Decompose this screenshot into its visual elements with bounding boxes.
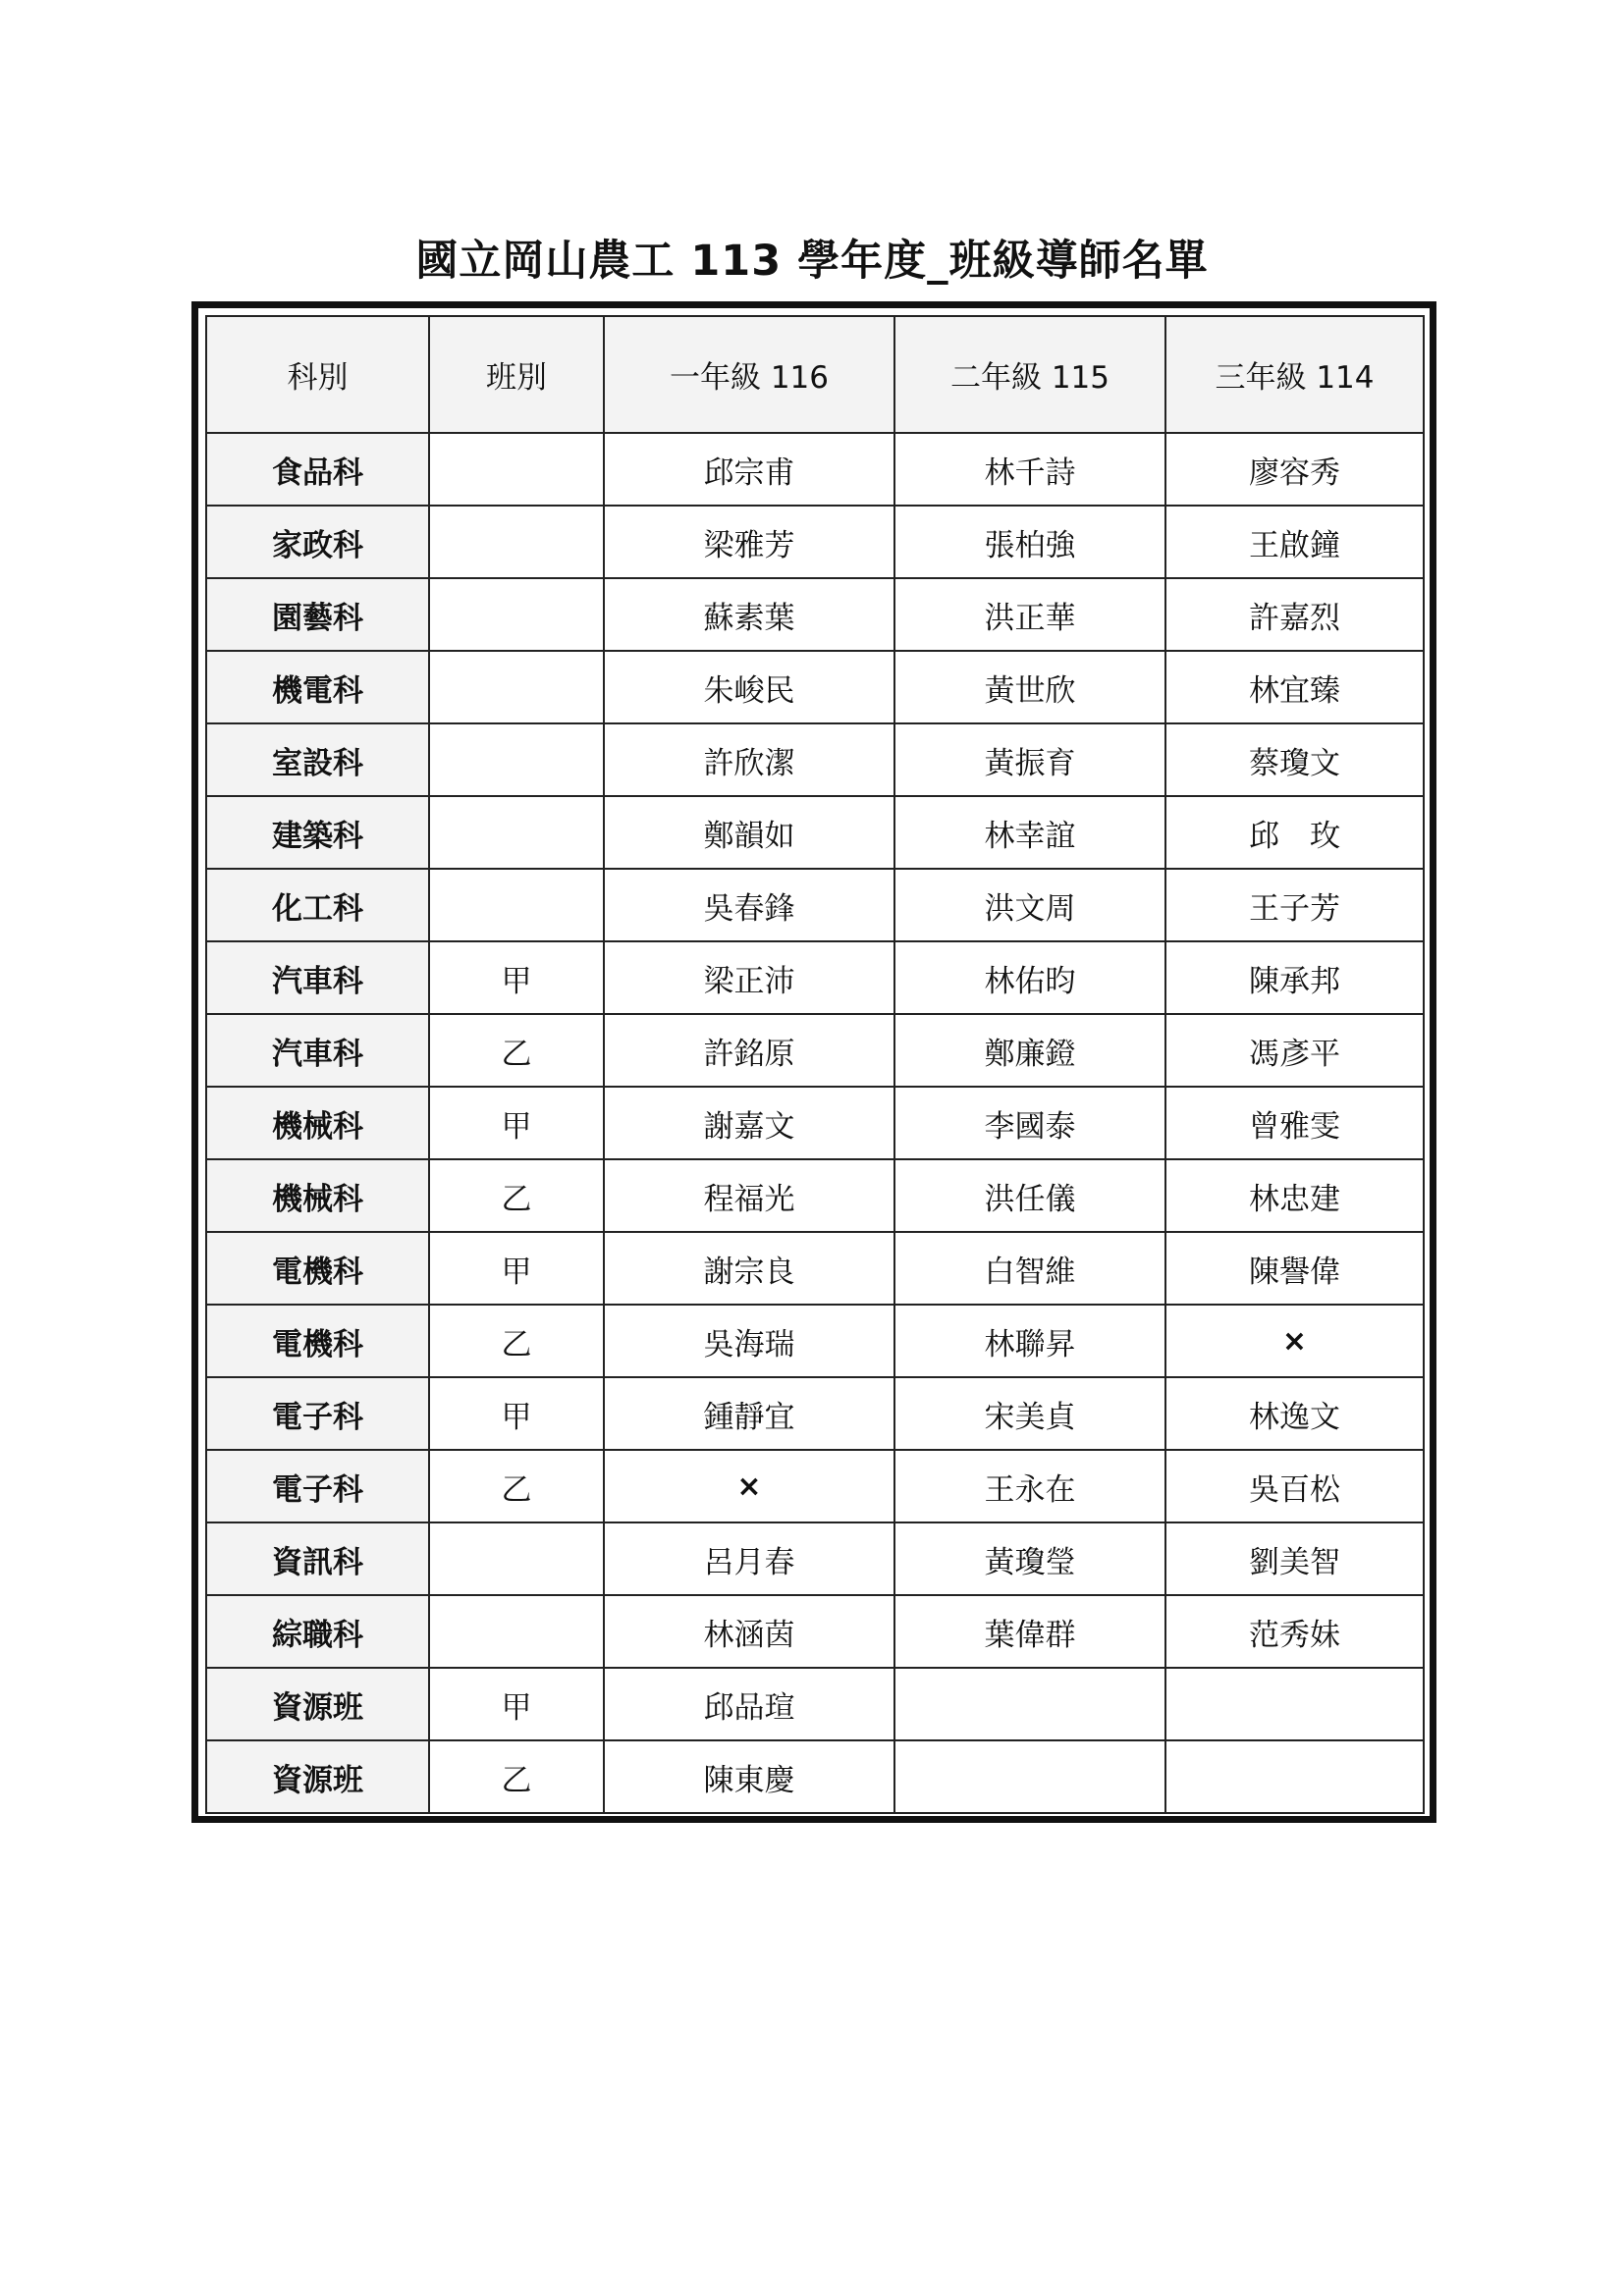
table-row [206,651,1424,723]
department-cell: 電子科 [206,1450,429,1522]
department-cell: 資源班 [206,1740,429,1813]
class-cell [429,1522,604,1595]
class-cell [429,578,604,651]
grade-2-teacher-cell: 洪任儀 [894,1159,1165,1232]
grade-2-teacher-cell: 黃瓊瑩 [894,1522,1165,1595]
class-cell [429,723,604,796]
homeroom-teacher-table [205,315,1425,1814]
grade-3-teacher-cell: 陳承邦 [1165,941,1424,1014]
class-cell [429,796,604,869]
grade-1-teacher-cell: 邱宗甫 [604,433,894,506]
grade-2-teacher-cell [894,1740,1165,1813]
grade-2-teacher-cell: 黃世欣 [894,651,1165,723]
grade-3-teacher-cell [1165,1740,1424,1813]
department-cell: 室設科 [206,723,429,796]
grade-1-teacher-cell: 吳春鋒 [604,869,894,941]
department-cell: 電機科 [206,1305,429,1377]
grade-1-teacher-cell: 許欣潔 [604,723,894,796]
grade-3-teacher-cell: 許嘉烈 [1165,578,1424,651]
class-cell [429,506,604,578]
grade-3-teacher-cell: 廖容秀 [1165,433,1424,506]
table-header-row [206,316,1424,433]
department-cell: 機械科 [206,1159,429,1232]
grade-3-teacher-cell [1165,1668,1424,1740]
grade-1-teacher-cell: 蘇素葉 [604,578,894,651]
table-row [206,1668,1424,1740]
table-row [206,1014,1424,1087]
table-row [206,1232,1424,1305]
table-row [206,1450,1424,1522]
grade-1-teacher-cell: 謝宗良 [604,1232,894,1305]
grade-3-teacher-cell: 林宜臻 [1165,651,1424,723]
department-cell: 園藝科 [206,578,429,651]
department-cell: 汽車科 [206,941,429,1014]
department-cell: 資訊科 [206,1522,429,1595]
grade-2-teacher-cell: 葉偉群 [894,1595,1165,1668]
grade-3-teacher-cell: × [1165,1305,1424,1377]
grade-2-teacher-cell: 宋美貞 [894,1377,1165,1450]
class-cell: 乙 [429,1159,604,1232]
grade-2-teacher-cell: 鄭廉鐙 [894,1014,1165,1087]
grade-1-teacher-cell: 程福光 [604,1159,894,1232]
grade-2-teacher-cell: 林千詩 [894,433,1165,506]
table-row [206,1087,1424,1159]
class-cell: 甲 [429,1232,604,1305]
table-row [206,796,1424,869]
class-cell [429,433,604,506]
table-row [206,1159,1424,1232]
grade-1-teacher-cell: 鍾靜宜 [604,1377,894,1450]
class-cell: 甲 [429,941,604,1014]
class-cell [429,1595,604,1668]
department-cell: 化工科 [206,869,429,941]
grade-2-teacher-cell [894,1668,1165,1740]
grade-1-teacher-cell: 許銘原 [604,1014,894,1087]
table-body [206,433,1424,1813]
header-class: 班別 [429,316,604,433]
grade-3-teacher-cell: 馮彥平 [1165,1014,1424,1087]
grade-1-teacher-cell: 梁雅芳 [604,506,894,578]
grade-1-teacher-cell: 邱品瑄 [604,1668,894,1740]
department-cell: 綜職科 [206,1595,429,1668]
grade-1-teacher-cell: × [604,1450,894,1522]
class-cell: 乙 [429,1740,604,1813]
department-cell: 建築科 [206,796,429,869]
grade-1-teacher-cell: 呂月春 [604,1522,894,1595]
grade-2-teacher-cell: 林佑昀 [894,941,1165,1014]
header-department: 科別 [206,316,429,433]
grade-3-teacher-cell: 劉美智 [1165,1522,1424,1595]
class-cell: 乙 [429,1450,604,1522]
table-row [206,1522,1424,1595]
grade-1-teacher-cell: 梁正沛 [604,941,894,1014]
grade-1-teacher-cell: 陳東慶 [604,1740,894,1813]
department-cell: 機電科 [206,651,429,723]
roster-table-frame [191,301,1436,1823]
header-grade-1: 一年級 116 [604,316,894,433]
grade-1-teacher-cell: 謝嘉文 [604,1087,894,1159]
grade-2-teacher-cell: 林聯昇 [894,1305,1165,1377]
class-cell [429,869,604,941]
department-cell: 汽車科 [206,1014,429,1087]
grade-2-teacher-cell: 李國泰 [894,1087,1165,1159]
grade-2-teacher-cell: 洪文周 [894,869,1165,941]
department-cell: 家政科 [206,506,429,578]
grade-2-teacher-cell: 王永在 [894,1450,1165,1522]
table-row [206,723,1424,796]
class-cell: 甲 [429,1377,604,1450]
grade-2-teacher-cell: 黃振育 [894,723,1165,796]
grade-2-teacher-cell: 張柏強 [894,506,1165,578]
grade-3-teacher-cell: 林逸文 [1165,1377,1424,1450]
class-cell [429,651,604,723]
grade-1-teacher-cell: 吳海瑞 [604,1305,894,1377]
grade-3-teacher-cell: 林忠建 [1165,1159,1424,1232]
grade-3-teacher-cell: 陳譽偉 [1165,1232,1424,1305]
class-cell: 乙 [429,1305,604,1377]
grade-1-teacher-cell: 朱峻民 [604,651,894,723]
table-row [206,941,1424,1014]
table-row [206,578,1424,651]
class-cell: 乙 [429,1014,604,1087]
grade-3-teacher-cell: 邱 玫 [1165,796,1424,869]
table-row [206,1377,1424,1450]
page-title: 國立岡山農工 113 學年度_班級導師名單 [415,237,1209,286]
table-row [206,1740,1424,1813]
grade-3-teacher-cell: 蔡瓊文 [1165,723,1424,796]
grade-3-teacher-cell: 王子芳 [1165,869,1424,941]
grade-3-teacher-cell: 吳百松 [1165,1450,1424,1522]
class-cell: 甲 [429,1087,604,1159]
department-cell: 機械科 [206,1087,429,1159]
table-row [206,433,1424,506]
table-row [206,869,1424,941]
grade-3-teacher-cell: 王啟鐘 [1165,506,1424,578]
department-cell: 食品科 [206,433,429,506]
grade-2-teacher-cell: 洪正華 [894,578,1165,651]
grade-3-teacher-cell: 曾雅雯 [1165,1087,1424,1159]
grade-1-teacher-cell: 鄭韻如 [604,796,894,869]
table-row [206,506,1424,578]
header-grade-3: 三年級 114 [1165,316,1424,433]
grade-2-teacher-cell: 林幸誼 [894,796,1165,869]
grade-1-teacher-cell: 林涵茵 [604,1595,894,1668]
table-row [206,1595,1424,1668]
department-cell: 電子科 [206,1377,429,1450]
table-row [206,1305,1424,1377]
department-cell: 電機科 [206,1232,429,1305]
class-cell: 甲 [429,1668,604,1740]
grade-2-teacher-cell: 白智維 [894,1232,1165,1305]
header-grade-2: 二年級 115 [894,316,1165,433]
grade-3-teacher-cell: 范秀妹 [1165,1595,1424,1668]
department-cell: 資源班 [206,1668,429,1740]
